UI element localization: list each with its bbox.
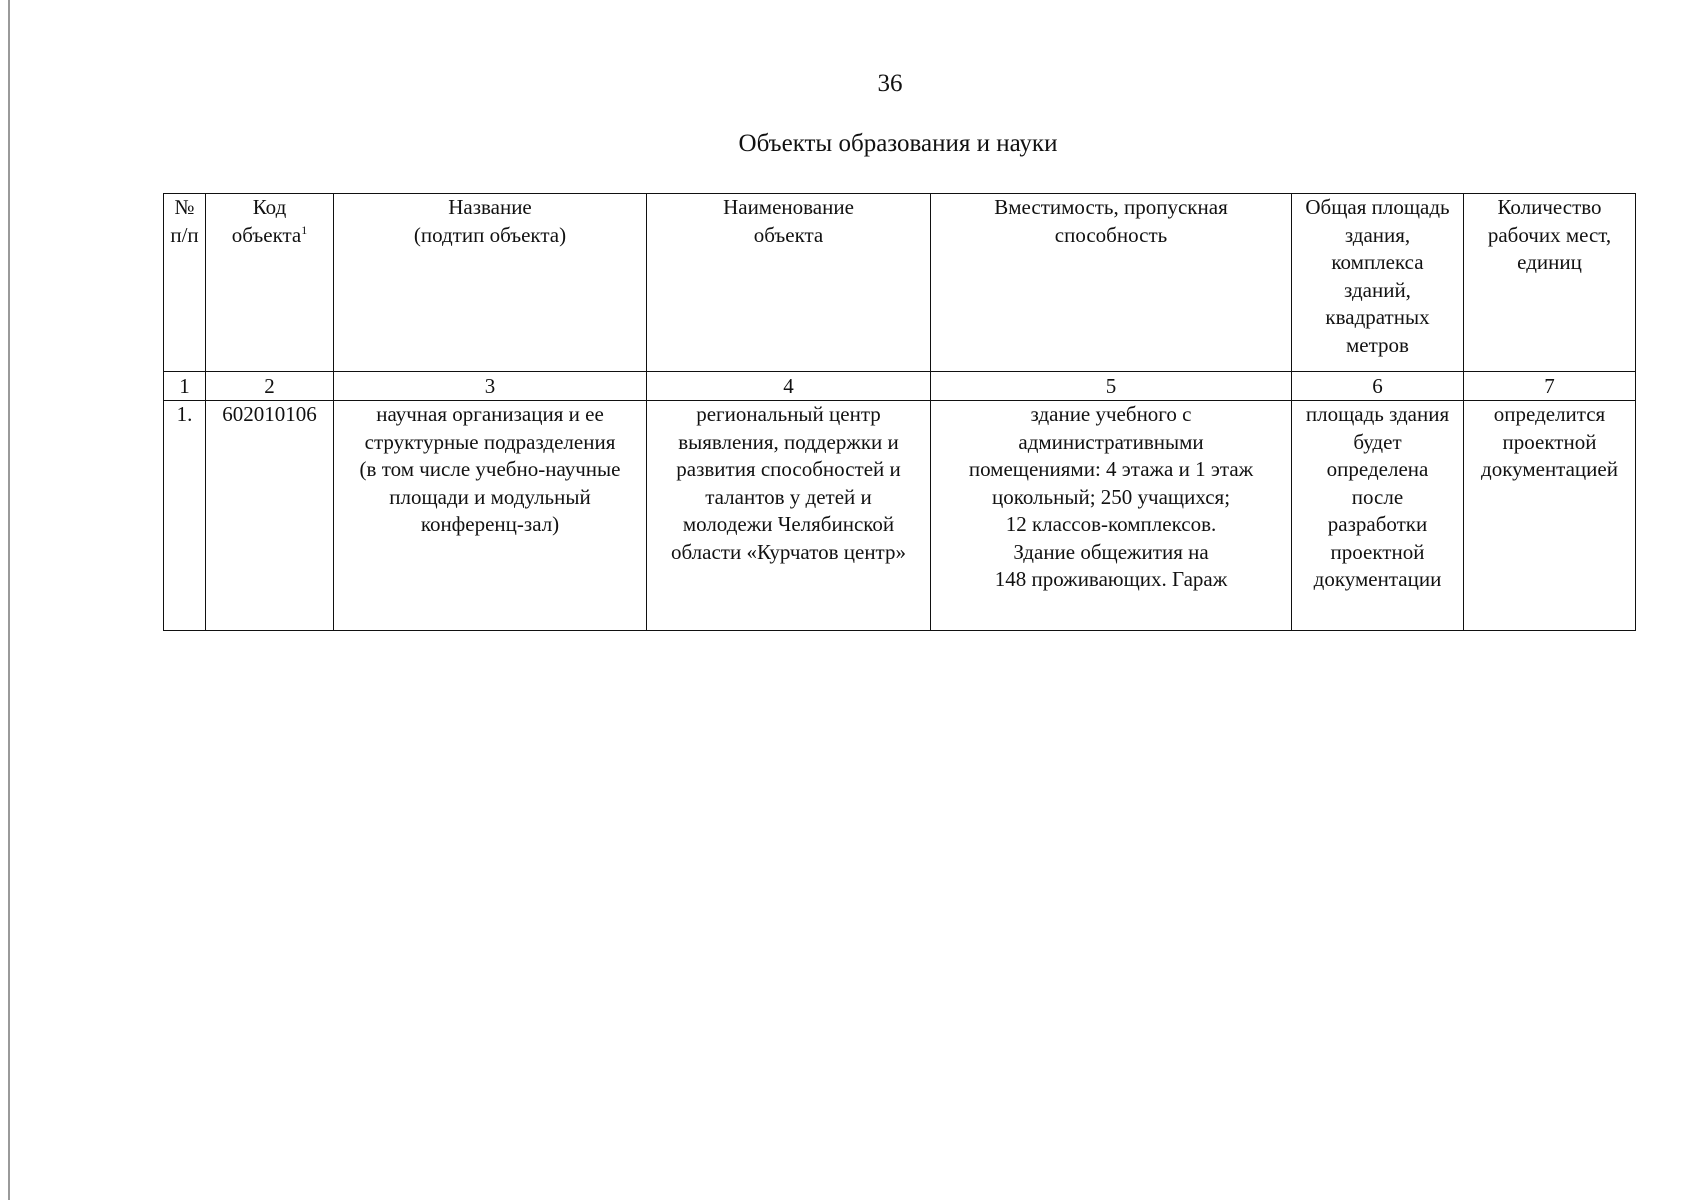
column-number: 1	[164, 372, 206, 401]
column-number: 6	[1292, 372, 1464, 401]
objects-table	[163, 193, 1636, 631]
cell-area: площадь здания будет определена после разработки проектной документации	[1292, 401, 1464, 631]
cell-object-name: региональный центр выявления, поддержки и развития способностей и талантов у детей и молодежи Челябинской области «Курчатов центр»	[647, 401, 931, 631]
footnote-marker: 1	[301, 222, 308, 237]
page-number: 36	[877, 70, 903, 97]
cell-object-subtype: научная организация и ее структурные подразделения (в том числе учебно-научные площади и модульный конференц-зал)	[334, 401, 647, 631]
cell-row-number: 1.	[164, 401, 206, 631]
header-cell-number: № п/п	[164, 194, 206, 372]
header-cell-name: Название (подтип объекта)	[334, 194, 647, 372]
header-cell-code: Код объекта$^1$	[206, 194, 334, 372]
header-cell-area: Общая площадь здания, комплекса зданий, квадратных метров	[1292, 194, 1464, 372]
cell-capacity: здание учебного с административными помещениями: 4 этажа и 1 этаж цокольный; 250 учащихся; 12 классов-комплексов. Здание общежития на 148 проживающих. Гараж	[931, 401, 1292, 631]
cell-workplaces: определится проектной документацией	[1464, 401, 1636, 631]
header-cell-capacity: Вместимость, пропускная способность	[931, 194, 1292, 372]
document-title: Объекты образования и науки	[738, 130, 1058, 157]
header-cell-title: Наименование объекта	[647, 194, 931, 372]
header-cell-workplaces: Количество рабочих мест, единиц	[1464, 194, 1636, 372]
column-number: 4	[647, 372, 931, 401]
cell-object-code: 602010106	[206, 401, 334, 631]
scan-edge-line	[8, 0, 10, 1200]
header-row	[164, 194, 1636, 372]
table-row	[164, 401, 1636, 631]
column-number: 5	[931, 372, 1292, 401]
column-number: 3	[334, 372, 647, 401]
column-number-row	[164, 372, 1636, 401]
column-number: 7	[1464, 372, 1636, 401]
column-number: 2	[206, 372, 334, 401]
